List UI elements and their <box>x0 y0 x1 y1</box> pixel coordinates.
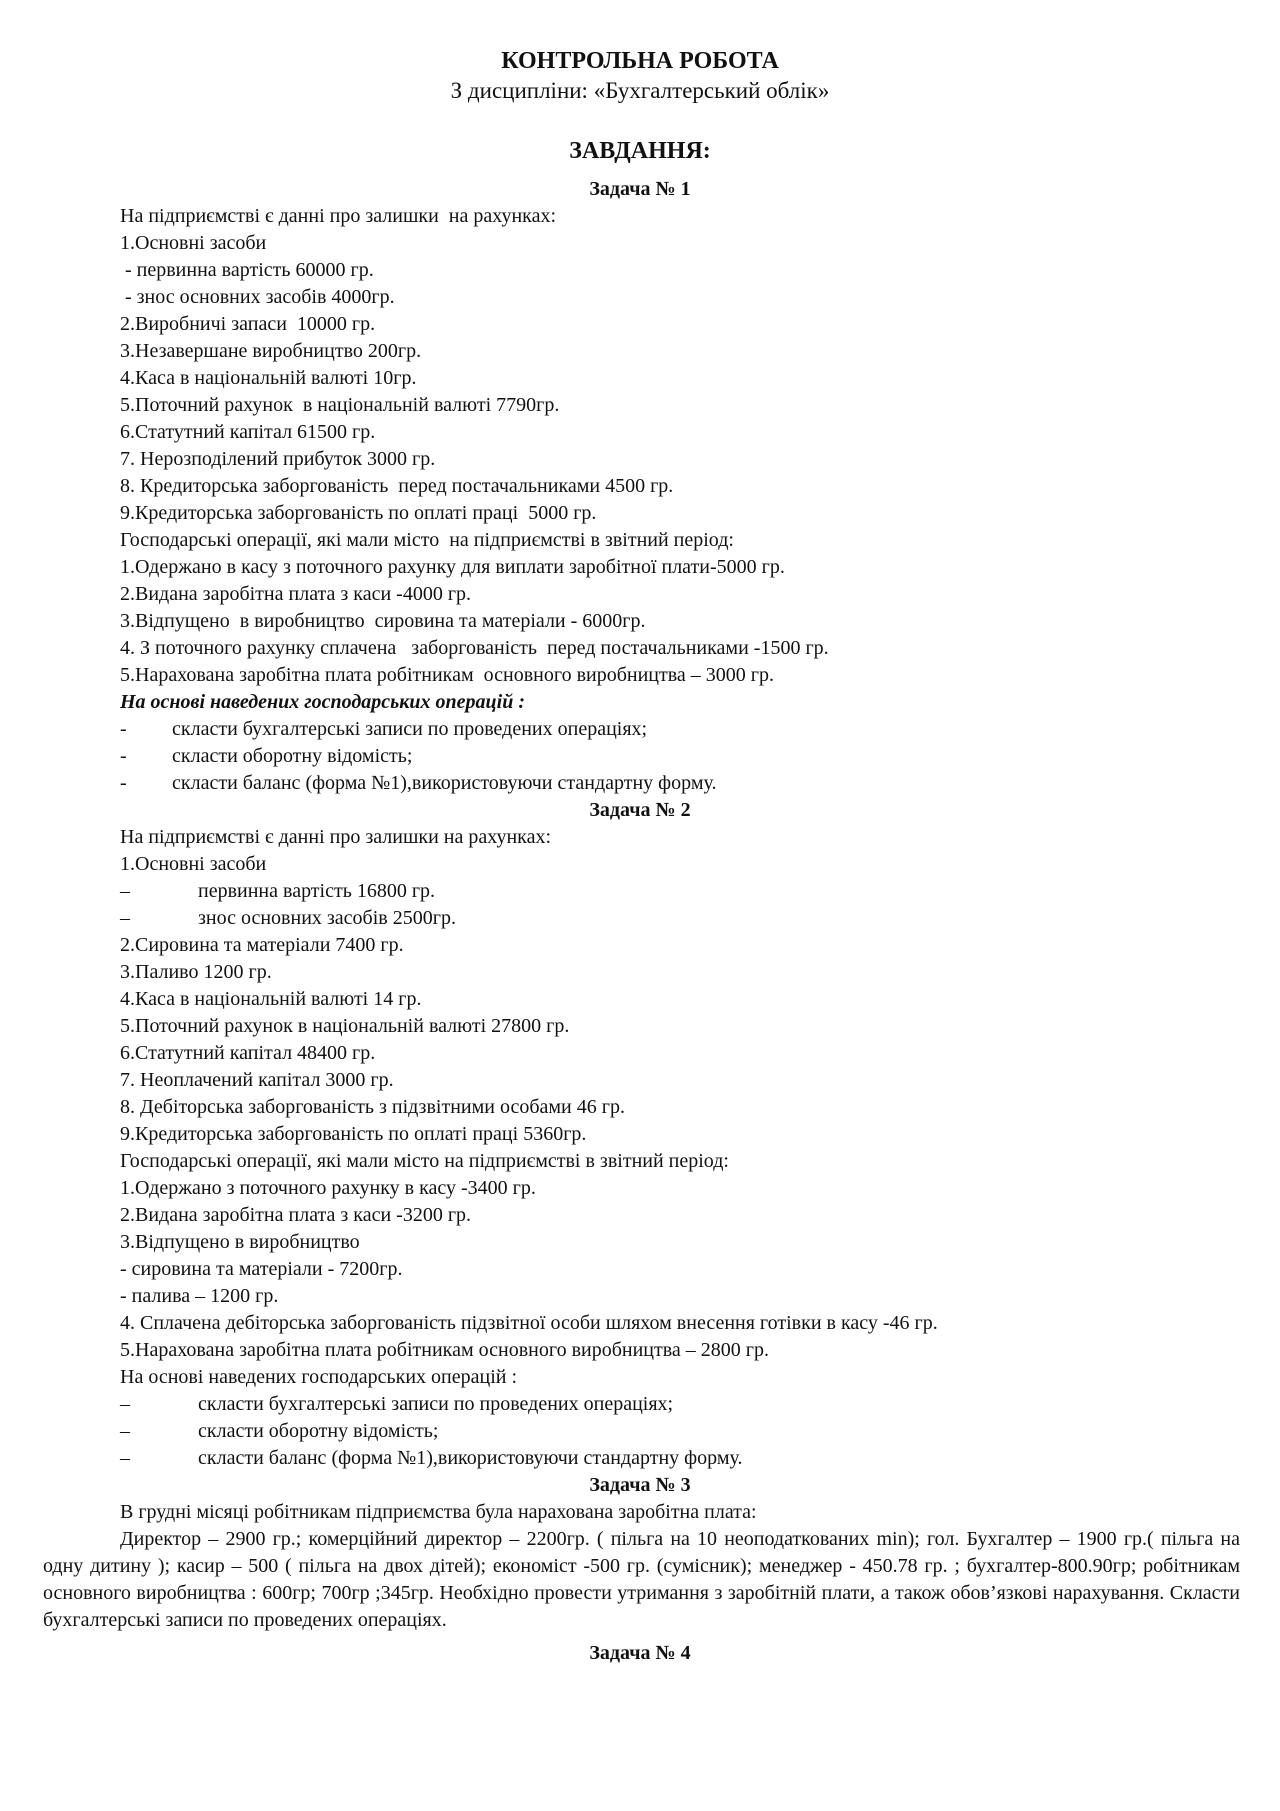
text-line: 5.Поточний рахунок в національній валюті 27800 гр. <box>120 1015 570 1037</box>
list-item-text: скласти оборотну відомість; <box>172 745 413 767</box>
text-line: Господарські операції, які мали місто на підприємстві в звітний період: <box>120 1150 729 1172</box>
list-dash: – <box>120 1447 130 1469</box>
text-line: 5.Нарахована заробітна плата робітникам основного виробництва – 2800 гр. <box>120 1339 769 1361</box>
text-line: 4. З поточного рахунку сплачена заборгованість перед постачальниками -1500 гр. <box>120 637 829 659</box>
text-line: 6.Статутний капітал 61500 гр. <box>120 421 376 443</box>
document-title: КОНТРОЛЬНА РОБОТА <box>501 48 779 74</box>
problem-4-title: Задача № 4 <box>589 1642 691 1664</box>
instruction-line: На основі наведених господарських операцій : <box>120 691 526 713</box>
text-line: 3.Паливо 1200 гр. <box>120 961 272 983</box>
text-line: 2.Видана заробітна плата з каси -4000 гр. <box>120 583 472 605</box>
text-line: 1.Одержано з поточного рахунку в касу -3400 гр. <box>120 1177 536 1199</box>
text-line: - палива – 1200 гр. <box>120 1285 279 1307</box>
text-line: 6.Статутний капітал 48400 гр. <box>120 1042 376 1064</box>
problem-2-title: Задача № 2 <box>589 799 691 821</box>
text-line: - знос основних засобів 4000гр. <box>120 286 395 308</box>
list-item <box>120 905 1240 932</box>
text-line: 8. Кредиторська заборгованість перед постачальниками 4500 гр. <box>120 475 674 497</box>
problem-1-title: Задача № 1 <box>589 178 691 200</box>
problem-3-paragraph: Директор – 2900 гр.; комерційний директор – 2200гр. ( пільга на 10 неоподаткованих min); гол. Бухгалтер – 1900 гр.( пільга на одну дитину ); касир – 500 ( пільга на двох дітей); економіст -500 гр. (сумісник); менеджер - 450.78 гр. ; бухгалтер-800.90гр; робітникам основного виробництва : 600гр; 700гр ;345гр. Необхідно провести утримання з заробітній плати, а також обов’язкові нарахування. Скласти бухгалтерські записи по проведених операціях. <box>43 1528 1240 1631</box>
text-line: 3.Відпущено в виробництво <box>120 1231 360 1253</box>
list-dash: – <box>120 1393 130 1415</box>
text-line: 2.Сировина та матеріали 7400 гр. <box>120 934 404 956</box>
list-item-text: первинна вартість 16800 гр. <box>198 880 436 902</box>
tasks-heading: ЗАВДАННЯ: <box>569 138 711 164</box>
text-line: 5.Нарахована заробітна плата робітникам основного виробництва – 3000 гр. <box>120 664 774 686</box>
list-item <box>120 716 1240 743</box>
list-item <box>120 743 1240 770</box>
text-line: 1.Основні засоби <box>120 232 267 254</box>
list-item-text: скласти бухгалтерські записи по проведених операціях; <box>198 1393 674 1415</box>
text-line: 8. Дебіторська заборгованість з підзвітними особами 46 гр. <box>120 1096 625 1118</box>
text-line: 3.Відпущено в виробництво сировина та матеріали - 6000гр. <box>120 610 646 632</box>
text-line: 7. Неоплачений капітал 3000 гр. <box>120 1069 394 1091</box>
list-item <box>120 878 1240 905</box>
text-line: На підприємстві є данні про залишки на рахунках: <box>120 826 552 848</box>
list-item-text: скласти оборотну відомість; <box>198 1420 439 1442</box>
text-line: 9.Кредиторська заборгованість по оплаті праці 5360гр. <box>120 1123 587 1145</box>
text-line: 2.Видана заробітна плата з каси -3200 гр. <box>120 1204 472 1226</box>
list-item <box>120 770 1240 797</box>
list-dash: - <box>120 745 127 767</box>
problem-3-intro: В грудні місяці робітникам підприємства була нарахована заробітна плата: <box>120 1501 757 1523</box>
list-dash: – <box>120 1420 130 1442</box>
list-item <box>120 1445 1240 1472</box>
list-item-text: скласти баланс (форма №1),використовуючи стандартну форму. <box>198 1447 743 1469</box>
problem-1-body <box>120 203 1240 797</box>
list-item-text: скласти бухгалтерські записи по проведених операціях; <box>172 718 648 740</box>
text-line: - сировина та матеріали - 7200гр. <box>120 1258 403 1280</box>
text-line: 2.Виробничі запаси 10000 гр. <box>120 313 376 335</box>
text-line: 4. Сплачена дебіторська заборгованість підзвітної особи шляхом внесення готівки в касу -46 гр. <box>120 1312 938 1334</box>
list-dash: - <box>120 772 127 794</box>
text-line: Господарські операції, які мали місто на підприємстві в звітний період: <box>120 529 734 551</box>
text-line: - первинна вартість 60000 гр. <box>120 259 374 281</box>
list-dash: – <box>120 880 130 902</box>
text-line: На підприємстві є данні про залишки на рахунках: <box>120 205 557 227</box>
list-dash: – <box>120 907 130 929</box>
list-item <box>120 1418 1240 1445</box>
instruction-line: На основі наведених господарських операцій : <box>120 1366 518 1388</box>
document-subtitle: З дисципліни: «Бухгалтерський облік» <box>450 78 830 103</box>
text-line: 5.Поточний рахунок в національній валюті 7790гр. <box>120 394 560 416</box>
text-line: 1.Основні засоби <box>120 853 267 875</box>
text-line: 1.Одержано в касу з поточного рахунку для виплати заробітної плати-5000 гр. <box>120 556 785 578</box>
problem-2-body <box>120 824 1240 1472</box>
problem-3-title: Задача № 3 <box>589 1474 691 1496</box>
text-line: 7. Нерозподілений прибуток 3000 гр. <box>120 448 436 470</box>
list-item <box>120 1391 1240 1418</box>
text-line: 4.Каса в національній валюті 10гр. <box>120 367 417 389</box>
text-line: 3.Незавершане виробництво 200гр. <box>120 340 422 362</box>
text-line: 4.Каса в національній валюті 14 гр. <box>120 988 422 1010</box>
text-line: 9.Кредиторська заборгованість по оплаті праці 5000 гр. <box>120 502 597 524</box>
list-item-text: знос основних засобів 2500гр. <box>198 907 456 929</box>
list-dash: - <box>120 718 127 740</box>
list-item-text: скласти баланс (форма №1),використовуючи стандартну форму. <box>172 772 717 794</box>
